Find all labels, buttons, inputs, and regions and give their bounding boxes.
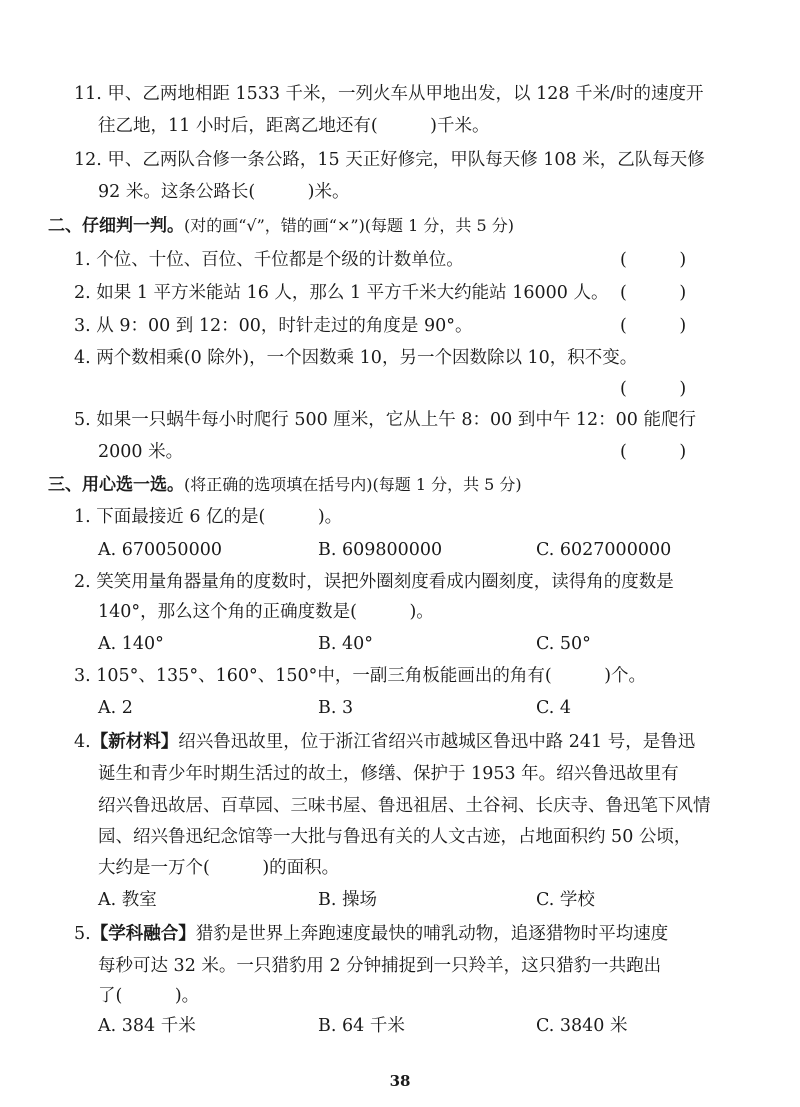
judge-item-5-line-1: 5. 如果一只蜗牛每小时爬行 500 厘米，它从上午 8：00 到中午 12：00 能爬行 xyxy=(74,410,696,430)
answer-bracket[interactable]: ( ) xyxy=(620,316,687,336)
choice-q4-option-a[interactable]: A. 教室 xyxy=(98,890,157,910)
choice-q1: 1. 下面最接近 6 亿的是( )。 xyxy=(74,507,343,527)
choice-q4-option-b[interactable]: B. 操场 xyxy=(318,890,377,910)
choice-q4-line-5: 大约是一万个( )的面积。 xyxy=(98,858,340,878)
choice-q1-option-b[interactable]: B. 609800000 xyxy=(318,540,443,560)
judge-item-2: 2. 如果 1 平方米能站 16 人，那么 1 平方千米大约能站 16000 人。 xyxy=(74,283,609,303)
section-heading-choice xyxy=(48,473,522,497)
subject-fusion-tag: 【学科融合】 xyxy=(90,924,196,944)
question-text: 绍兴鲁迅故里，位于浙江省绍兴市越城区鲁迅中路 241 号，是鲁迅 xyxy=(178,732,696,752)
choice-q3-option-a[interactable]: A. 2 xyxy=(98,698,133,718)
choice-q3: 3. 105°、135°、160°、150°中，一副三角板能画出的角有( )个。 xyxy=(74,666,647,686)
question-number: 5. xyxy=(74,924,91,944)
choice-q3-option-c[interactable]: C. 4 xyxy=(536,698,572,718)
choice-q2-option-b[interactable]: B. 40° xyxy=(318,634,374,654)
choice-q5-option-a[interactable]: A. 384 千米 xyxy=(98,1016,196,1036)
section-title: 三、用心选一选。 xyxy=(48,475,184,495)
section-heading-judge xyxy=(48,214,514,238)
q11-line-2: 往乙地，11 小时后，距离乙地还有( )千米。 xyxy=(98,116,490,136)
question-text: 猎豹是世界上奔跑速度最快的哺乳动物，追逐猎物时平均速度 xyxy=(195,924,669,944)
new-material-tag: 【新材料】 xyxy=(90,732,179,752)
judge-item-4: 4. 两个数相乘(0 除外)，一个因数乘 10，另一个因数除以 10，积不变。 xyxy=(74,348,638,368)
choice-q5-line-1 xyxy=(74,922,668,946)
section-note: (对的画“√”，错的画“×”)(每题 1 分，共 5 分) xyxy=(184,216,514,235)
choice-q5-line-2: 每秒可达 32 米。一只猎豹用 2 分钟捕捉到一只羚羊，这只猎豹一共跑出 xyxy=(98,956,662,976)
choice-q3-option-b[interactable]: B. 3 xyxy=(318,698,354,718)
choice-q5-line-3: 了( )。 xyxy=(98,986,200,1006)
choice-q4-line-1 xyxy=(74,730,695,754)
choice-q1-option-c[interactable]: C. 6027000000 xyxy=(536,540,672,560)
page-number: 38 xyxy=(389,1072,411,1090)
answer-bracket[interactable]: ( ) xyxy=(620,250,687,270)
q12-line-1: 12. 甲、乙两队合修一条公路，15 天正好修完，甲队每天修 108 米，乙队每天修 xyxy=(74,150,705,170)
q11-line-1: 11. 甲、乙两地相距 1533 千米，一列火车从甲地出发，以 128 千米/时的速度开 xyxy=(74,84,704,104)
section-title: 二、仔细判一判。 xyxy=(48,216,184,236)
choice-q4-line-2: 诞生和青少年时期生活过的故土，修缮、保护于 1953 年。绍兴鲁迅故里有 xyxy=(98,764,679,784)
judge-item-1: 1. 个位、十位、百位、千位都是个级的计数单位。 xyxy=(74,250,464,270)
choice-q2-line-1: 2. 笑笑用量角器量角的度数时，误把外圈刻度看成内圈刻度，读得角的度数是 xyxy=(74,572,674,592)
choice-q2-option-a[interactable]: A. 140° xyxy=(98,634,164,654)
answer-bracket[interactable]: ( ) xyxy=(620,283,687,303)
choice-q2-option-c[interactable]: C. 50° xyxy=(536,634,591,654)
question-number: 4. xyxy=(74,732,91,752)
choice-q2-line-2: 140°，那么这个角的正确度数是( )。 xyxy=(98,602,434,622)
judge-item-5-line-2: 2000 米。 xyxy=(98,442,184,462)
judge-item-3: 3. 从 9：00 到 12：00，时针走过的角度是 90°。 xyxy=(74,316,473,336)
choice-q4-option-c[interactable]: C. 学校 xyxy=(536,890,595,910)
q12-line-2: 92 米。这条公路长( )米。 xyxy=(98,182,350,202)
choice-q4-line-3: 绍兴鲁迅故居、百草园、三味书屋、鲁迅祖居、土谷祠、长庆寺、鲁迅笔下风情 xyxy=(98,796,711,816)
choice-q5-option-c[interactable]: C. 3840 米 xyxy=(536,1016,628,1036)
choice-q4-line-4: 园、绍兴鲁迅纪念馆等一大批与鲁迅有关的人文古迹，占地面积约 50 公顷， xyxy=(98,827,692,847)
choice-q1-option-a[interactable]: A. 670050000 xyxy=(98,540,222,560)
answer-bracket[interactable]: ( ) xyxy=(620,442,687,462)
choice-q5-option-b[interactable]: B. 64 千米 xyxy=(318,1016,405,1036)
section-note: (将正确的选项填在括号内)(每题 1 分，共 5 分) xyxy=(184,475,522,494)
answer-bracket[interactable]: ( ) xyxy=(620,379,687,399)
